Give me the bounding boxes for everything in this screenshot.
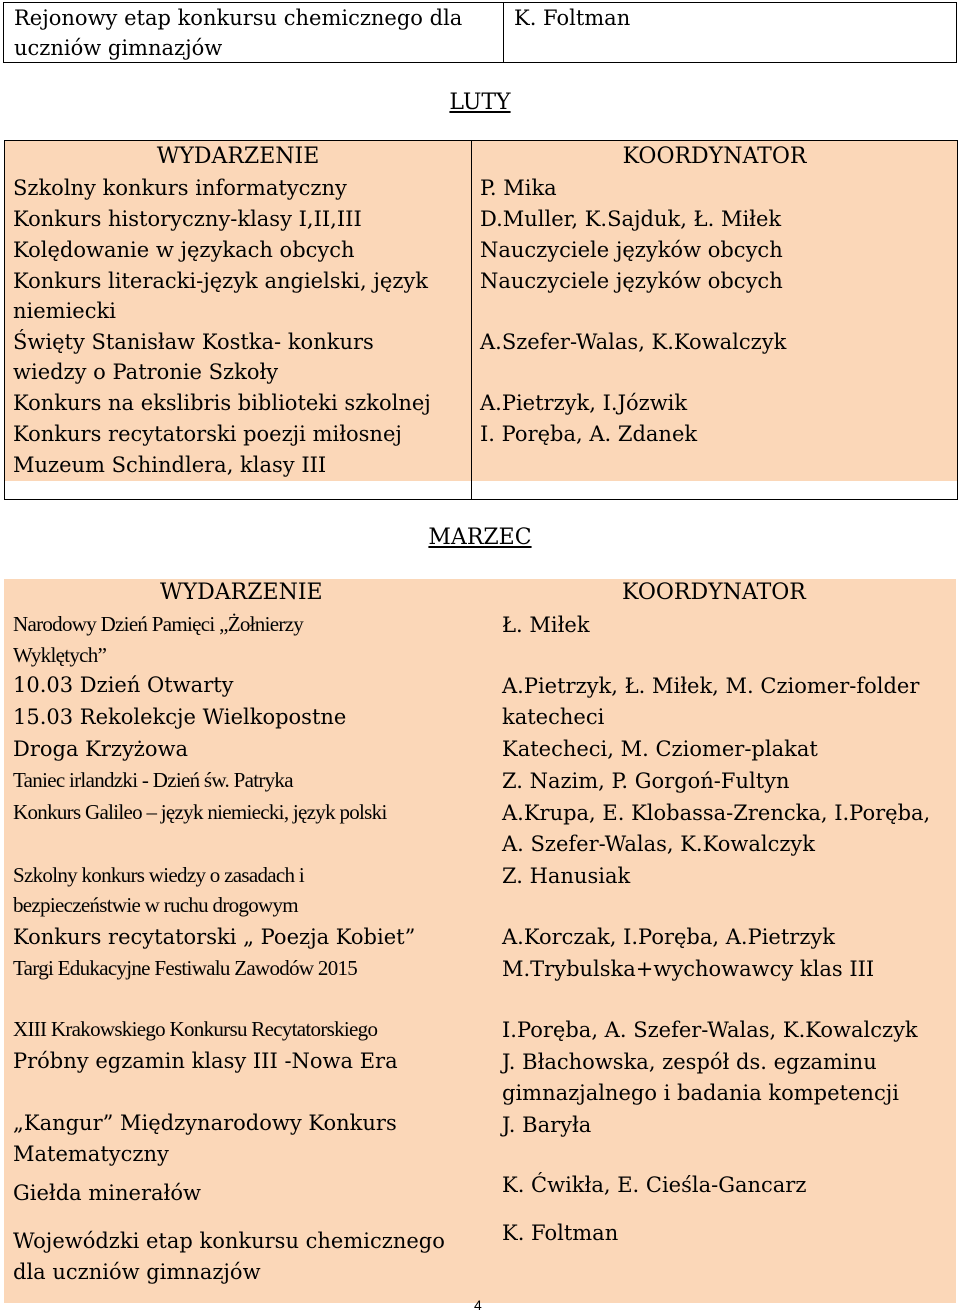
marzec-event: 15.03 Rekolekcje Wielkopostne	[13, 705, 347, 729]
marzec-coordinator: M.Trybulska+wychowawcy klas III	[502, 957, 875, 981]
top-event-line: uczniów gimnazjów	[14, 36, 223, 60]
marzec-header-coordinator: KOORDYNATOR	[622, 580, 806, 605]
luty-coordinator: Nauczyciele języków obcych	[480, 238, 783, 262]
marzec-event: Wyklętych”	[13, 643, 107, 667]
marzec-coordinator: A.Korczak, I.Poręba, A.Pietrzyk	[502, 925, 835, 949]
marzec-event: bezpieczeństwie w ruchu drogowym	[13, 893, 298, 917]
marzec-event: Konkurs Galileo – język niemiecki, język polski	[13, 800, 387, 824]
top-event-cell	[4, 3, 504, 62]
marzec-coordinator: Z. Hanusiak	[502, 864, 631, 888]
luty-coordinator: Nauczyciele języków obcych	[480, 269, 783, 293]
luty-event: Konkurs historyczny-klasy I,II,III	[13, 207, 362, 231]
luty-table	[4, 140, 958, 500]
luty-column-divider	[471, 141, 472, 499]
marzec-coordinator: J. Baryła	[502, 1113, 592, 1137]
luty-event: niemiecki	[13, 299, 116, 323]
marzec-coordinator: I.Poręba, A. Szefer-Walas, K.Kowalczyk	[502, 1018, 918, 1042]
luty-event: Święty Stanisław Kostka- konkurs	[13, 330, 374, 354]
marzec-coordinator: K. Foltman	[502, 1221, 619, 1245]
marzec-coordinator: katecheci	[502, 705, 605, 729]
luty-coordinator: A.Szefer-Walas, K.Kowalczyk	[480, 330, 787, 354]
luty-coordinator: A.Pietrzyk, I.Józwik	[480, 391, 688, 415]
marzec-event: Targi Edukacyjne Festiwalu Zawodów 2015	[13, 956, 358, 980]
top-event-line: Rejonowy etap konkursu chemicznego dla	[14, 6, 463, 30]
luty-event: Konkurs na ekslibris biblioteki szkolnej	[13, 391, 431, 415]
marzec-coordinator: Ł. Miłek	[502, 613, 590, 637]
marzec-header-event: WYDARZENIE	[160, 580, 323, 605]
top-coordinator-cell	[504, 3, 956, 62]
luty-header-coordinator: KOORDYNATOR	[622, 144, 807, 169]
marzec-event: „Kangur” Międzynarodowy Konkurs	[13, 1111, 397, 1135]
marzec-event: Szkolny konkurs wiedzy o zasadach i	[13, 863, 305, 887]
luty-event: Konkurs literacki-język angielski, język	[13, 269, 428, 293]
marzec-coordinator: A.Krupa, E. Klobassa-Zrencka, I.Poręba,	[502, 801, 931, 825]
marzec-coordinator: Z. Nazim, P. Gorgoń-Fultyn	[502, 769, 790, 793]
marzec-event: Narodowy Dzień Pamięci „Żołnierzy	[13, 612, 304, 636]
marzec-coordinator: A.Pietrzyk, Ł. Miłek, M. Cziomer-folder	[502, 674, 920, 698]
luty-coordinator: D.Muller, K.Sajduk, Ł. Miłek	[480, 207, 782, 231]
marzec-coordinator: J. Błachowska, zespół ds. egzaminu	[502, 1050, 877, 1074]
luty-event: Szkolny konkurs informatyczny	[13, 176, 347, 200]
marzec-coordinator: K. Ćwikła, E. Cieśla-Gancarz	[502, 1173, 807, 1197]
month-title-luty: LUTY	[449, 90, 511, 115]
month-title-marzec: MARZEC	[428, 525, 532, 550]
marzec-coordinator: gimnazjalnego i badania kompetencji	[502, 1081, 899, 1105]
marzec-event: Wojewódzki etap konkursu chemicznego	[13, 1229, 445, 1253]
luty-header-event: WYDARZENIE	[156, 144, 320, 169]
marzec-coordinator: A. Szefer-Walas, K.Kowalczyk	[502, 832, 815, 856]
marzec-coordinator: Katecheci, M. Cziomer-plakat	[502, 737, 818, 761]
marzec-event: XIII Krakowskiego Konkursu Recytatorskiego	[13, 1017, 378, 1041]
luty-event: wiedzy o Patronie Szkoły	[13, 360, 279, 384]
luty-event: Muzeum Schindlera, klasy III	[13, 453, 327, 477]
marzec-event: Próbny egzamin klasy III -Nowa Era	[13, 1049, 398, 1073]
page-number: 4	[474, 1297, 482, 1313]
marzec-event: Matematyczny	[13, 1142, 169, 1166]
top-coordinator: K. Foltman	[514, 6, 631, 30]
marzec-event: dla uczniów gimnazjów	[13, 1260, 261, 1284]
luty-coordinator: P. Mika	[480, 176, 557, 200]
luty-event: Kolędowanie w językach obcych	[13, 238, 355, 262]
marzec-event: Giełda minerałów	[13, 1181, 201, 1205]
marzec-event: 10.03 Dzień Otwarty	[13, 673, 234, 697]
luty-coordinator: I. Poręba, A. Zdanek	[480, 422, 698, 446]
top-table	[3, 2, 957, 63]
luty-event: Konkurs recytatorski poezji miłosnej	[13, 422, 402, 446]
marzec-event: Taniec irlandzki - Dzień św. Patryka	[13, 768, 293, 792]
marzec-event: Konkurs recytatorski „ Poezja Kobiet”	[13, 925, 416, 949]
marzec-event: Droga Krzyżowa	[13, 737, 189, 761]
